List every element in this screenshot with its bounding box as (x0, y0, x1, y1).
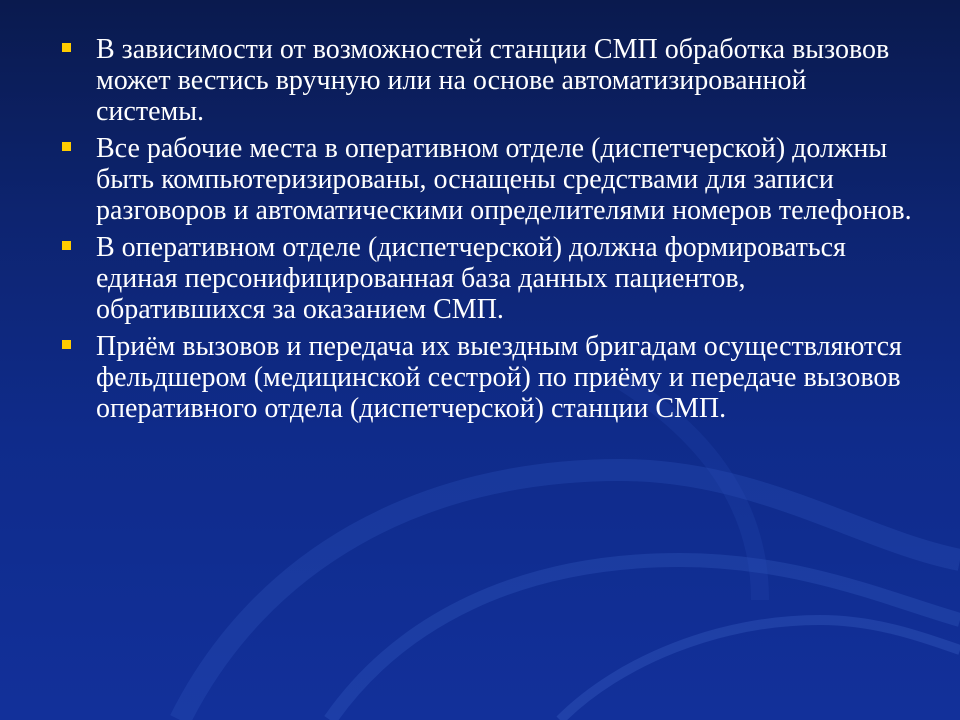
square-bullet-icon (62, 340, 71, 349)
slide-content (62, 34, 912, 430)
square-bullet-icon (62, 43, 71, 52)
bullet-item-1 (62, 34, 912, 127)
square-bullet-icon (62, 241, 71, 250)
bullet-item-2 (62, 133, 912, 226)
bullet-list (62, 34, 912, 424)
bullet-item-3 (62, 232, 912, 325)
bullet-text: Все рабочие места в оперативном отделе (диспетчерской) должны быть компьютеризированы, оснащены средствами для записи разговоров и автоматическими определителями номеров телефонов. (96, 133, 912, 226)
bullet-text: В оперативном отделе (диспетчерской) должна формироваться единая персонифицированная база данных пациентов, обратившихся за оказанием СМП. (96, 232, 846, 325)
bullet-text: Приём вызовов и передача их выездным бригадам осуществляются фельдшером (медицинской сестрой) по приёму и передаче вызовов оперативного отдела (диспетчерской) станции СМП. (96, 331, 902, 424)
bullet-text: В зависимости от возможностей станции СМП обработка вызовов может вестись вручную или на основе автоматизированной системы. (96, 34, 890, 127)
bullet-item-4 (62, 331, 912, 424)
square-bullet-icon (62, 142, 71, 151)
